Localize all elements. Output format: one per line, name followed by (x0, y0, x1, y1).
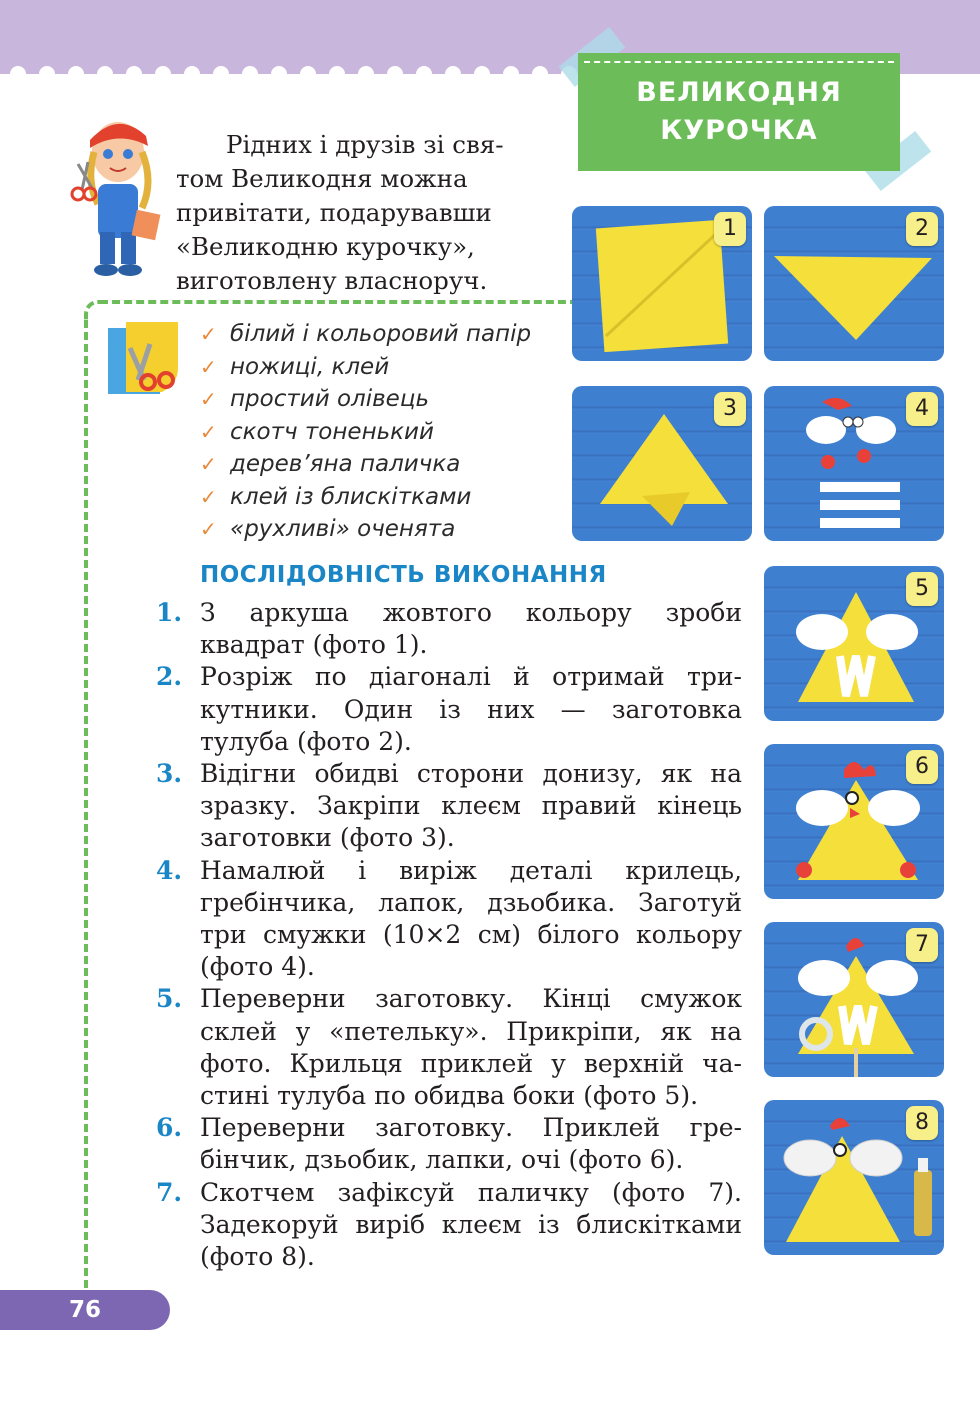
scallop-dot (184, 66, 200, 82)
step-item: 5. Переверни заготовку. Кінці смужок склей у «петельку». Прикріпи, як на фото. Крильця приклей у верхній частині тулуба по обидва боки (фото 5). (156, 984, 742, 1111)
intro-paragraph (176, 128, 550, 298)
tools-icon (108, 322, 182, 394)
step-item: 3. Відігни обидві сторони донизу, як на зразку. Закріпи клеєм правий кінець заготовки (фото 3). (156, 759, 742, 853)
title-line-2: КУРОЧКА (660, 115, 818, 146)
step-item: 7. Скотчем зафіксуй паличку (фото 7). Задекоруй виріб клеєм із блискітками (фото 8). (156, 1177, 742, 1272)
photo-number-badge: 3 (714, 392, 746, 426)
step-item: 6. Переверни заготовку. Приклей гребінчик, дзьобик, лапки, очі (фото 6). (156, 1113, 742, 1175)
intro-line: «Великодню курочку», (176, 232, 475, 261)
scallop-dot (213, 66, 229, 82)
scallop-dot (300, 66, 316, 82)
intro-line: привітати, подарувавши (176, 198, 492, 227)
girl-with-scissors-illustration (64, 112, 164, 280)
step-item: 2. Розріж по діагоналі й отримай трикутники. Один із них — заготовка тулуба (фото 2). (156, 662, 742, 756)
page-number: 76 (0, 1290, 170, 1330)
intro-line: том Великодня можна (176, 164, 468, 193)
photo-number-badge: 6 (906, 750, 938, 784)
intro-line: виготовлену власноруч. (176, 266, 488, 295)
materials-list (200, 318, 531, 546)
scallop-dot (39, 66, 55, 82)
scallop-dot (387, 66, 403, 82)
sequence-heading: ПОСЛІДОВНІСТЬ ВИКОНАННЯ (200, 562, 607, 588)
scallop-dot (155, 66, 171, 82)
check-icon: ✓ (200, 419, 217, 444)
photo-number-badge: 1 (714, 212, 746, 246)
photo-6 (764, 744, 944, 899)
photo-8 (764, 1100, 944, 1255)
steps-list (156, 597, 742, 1273)
check-icon: ✓ (200, 322, 217, 346)
material-item: ✓ ножиці, клей (200, 351, 531, 384)
scallop-dot (503, 66, 519, 82)
check-icon: ✓ (200, 354, 217, 379)
step-item: 4. Намалюй і виріж деталі крилець, гребінчика, лапок, дзьобика. Заготуй три смужки (10×2 см) білого кольору (фото 4). (156, 855, 742, 982)
title-line-1: ВЕЛИКОДНЯ (636, 77, 842, 108)
scallop-dot (126, 66, 142, 82)
lesson-title (578, 53, 900, 171)
scallop-dot (10, 66, 26, 82)
material-item: ✓ дерев’яна паличка (200, 448, 531, 481)
photo-number-badge: 2 (906, 212, 938, 246)
photo-number-badge: 5 (906, 572, 938, 606)
scallop-dot (445, 66, 461, 82)
scallop-dot (97, 66, 113, 82)
intro-line: Рідних і друзів зі свя- (226, 130, 504, 159)
photo-2 (764, 206, 944, 361)
photo-number-badge: 4 (906, 392, 938, 426)
photo-7 (764, 922, 944, 1077)
material-item: ✓ скотч тоненький (200, 416, 531, 449)
material-item: ✓ клей із блискітками (200, 481, 531, 514)
photo-3 (572, 386, 752, 541)
material-item: ✓ білий і кольоровий папір (200, 318, 531, 351)
photo-1 (572, 206, 752, 361)
scallop-dot (532, 66, 548, 82)
scallop-dot (329, 66, 345, 82)
material-item: ✓ «рухливі» оченята (200, 513, 531, 546)
dashed-frame-left (84, 320, 88, 1300)
scallop-dot (474, 66, 490, 82)
check-icon: ✓ (200, 484, 217, 509)
material-item: ✓ простий олівець (200, 383, 531, 416)
check-icon: ✓ (200, 517, 217, 541)
scallop-dot (242, 66, 258, 82)
photo-4 (764, 386, 944, 541)
photo-5 (764, 566, 944, 721)
scallop-dot (358, 66, 374, 82)
step-item: 1. З аркуша жовтого кольору зроби квадрат (фото 1). (156, 598, 742, 660)
check-icon: ✓ (200, 387, 217, 411)
photo-number-badge: 8 (906, 1106, 938, 1140)
dashed-frame-top (100, 300, 578, 304)
scallop-dot (68, 66, 84, 82)
photo-number-badge: 7 (906, 928, 938, 962)
scallop-dot (271, 66, 287, 82)
scallop-dot (416, 66, 432, 82)
title-dashed-line (584, 61, 894, 63)
check-icon: ✓ (200, 452, 217, 476)
